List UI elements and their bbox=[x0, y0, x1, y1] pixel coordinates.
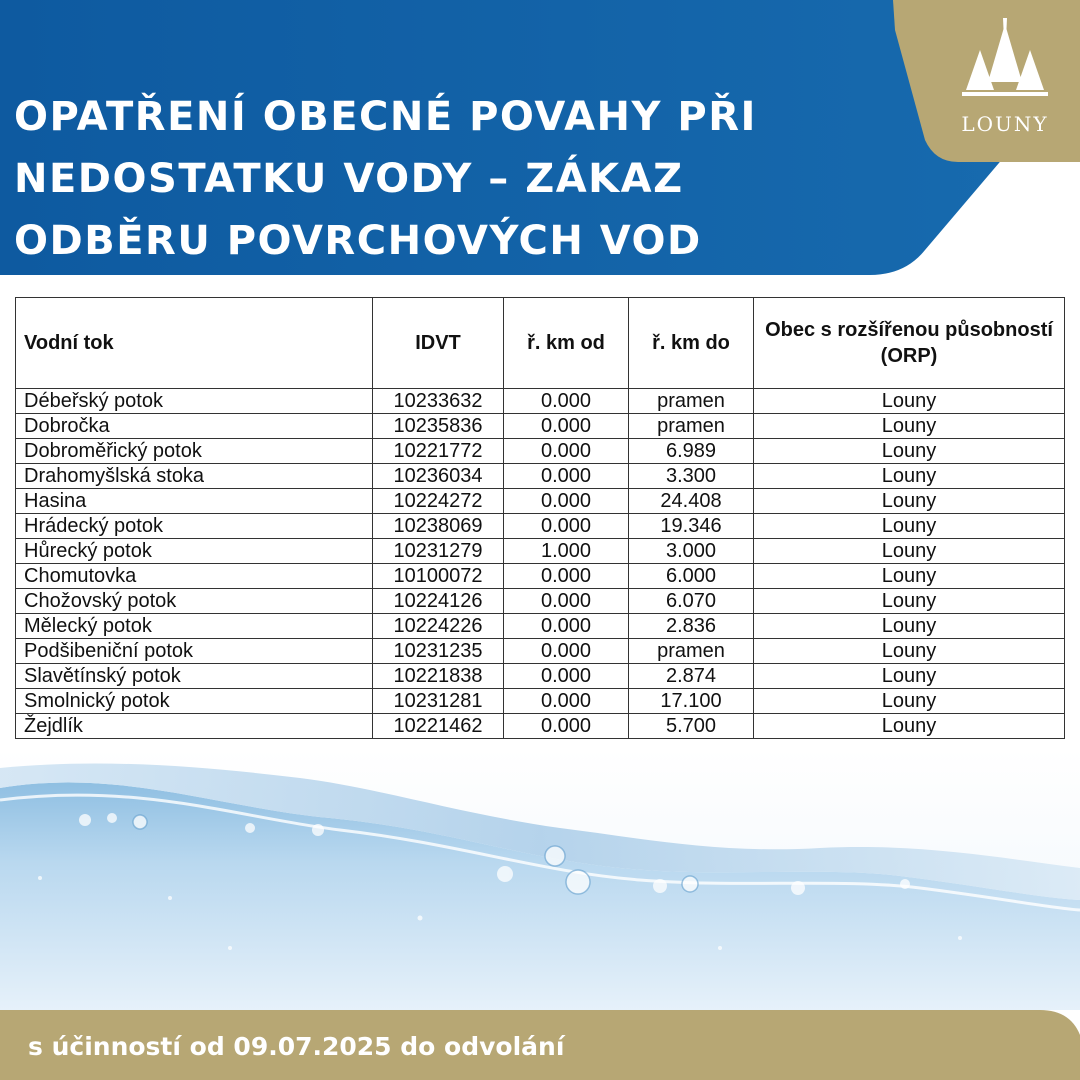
cell-km-do: 3.000 bbox=[629, 539, 754, 564]
cell-km-od: 0.000 bbox=[504, 689, 629, 714]
cell-km-od: 0.000 bbox=[504, 464, 629, 489]
cell-orp: Louny bbox=[754, 514, 1065, 539]
cell-km-do: pramen bbox=[629, 639, 754, 664]
table-row bbox=[16, 564, 1065, 589]
table-row bbox=[16, 389, 1065, 414]
table-row bbox=[16, 639, 1065, 664]
column-header-orp: Obec s rozšířenou působností (ORP) bbox=[754, 298, 1065, 389]
table-row bbox=[16, 414, 1065, 439]
cell-orp: Louny bbox=[754, 689, 1065, 714]
validity-notice: s účinností od 09.07.2025 do odvolání bbox=[28, 1032, 565, 1061]
cell-km-do: 5.700 bbox=[629, 714, 754, 739]
cell-idvt: 10231279 bbox=[373, 539, 504, 564]
cell-km-od: 0.000 bbox=[504, 389, 629, 414]
cell-km-od: 0.000 bbox=[504, 564, 629, 589]
cell-km-od: 0.000 bbox=[504, 714, 629, 739]
cell-km-do: 17.100 bbox=[629, 689, 754, 714]
cell-vodni-tok: Hůrecký potok bbox=[16, 539, 373, 564]
cell-idvt: 10236034 bbox=[373, 464, 504, 489]
cell-km-do: pramen bbox=[629, 389, 754, 414]
table-row bbox=[16, 589, 1065, 614]
table-row bbox=[16, 539, 1065, 564]
column-header-km-do: ř. km do bbox=[629, 298, 754, 389]
cell-km-do: 3.300 bbox=[629, 464, 754, 489]
table-row bbox=[16, 439, 1065, 464]
cell-idvt: 10238069 bbox=[373, 514, 504, 539]
cell-idvt: 10224272 bbox=[373, 489, 504, 514]
cell-idvt: 10224126 bbox=[373, 589, 504, 614]
cell-idvt: 10231281 bbox=[373, 689, 504, 714]
column-header-idvt: IDVT bbox=[373, 298, 504, 389]
cell-vodni-tok: Mělecký potok bbox=[16, 614, 373, 639]
logo-text: LOUNY bbox=[961, 112, 1049, 136]
cell-km-od: 0.000 bbox=[504, 514, 629, 539]
cell-idvt: 10235836 bbox=[373, 414, 504, 439]
cell-idvt: 10224226 bbox=[373, 614, 504, 639]
column-header-km-od: ř. km od bbox=[504, 298, 629, 389]
cell-orp: Louny bbox=[754, 489, 1065, 514]
cell-km-od: 0.000 bbox=[504, 664, 629, 689]
cell-orp: Louny bbox=[754, 714, 1065, 739]
cell-km-do: 2.836 bbox=[629, 614, 754, 639]
cell-vodni-tok: Débeřský potok bbox=[16, 389, 373, 414]
cell-orp: Louny bbox=[754, 639, 1065, 664]
cell-vodni-tok: Žejdlík bbox=[16, 714, 373, 739]
cell-km-od: 0.000 bbox=[504, 414, 629, 439]
cell-vodni-tok: Dobročka bbox=[16, 414, 373, 439]
louny-logo bbox=[940, 10, 1070, 140]
cell-km-do: 6.070 bbox=[629, 589, 754, 614]
cell-km-do: pramen bbox=[629, 414, 754, 439]
cell-orp: Louny bbox=[754, 439, 1065, 464]
cell-orp: Louny bbox=[754, 614, 1065, 639]
cell-vodni-tok: Dobroměřický potok bbox=[16, 439, 373, 464]
cell-orp: Louny bbox=[754, 464, 1065, 489]
cell-idvt: 10233632 bbox=[373, 389, 504, 414]
cell-idvt: 10221838 bbox=[373, 664, 504, 689]
cell-idvt: 10221772 bbox=[373, 439, 504, 464]
cell-km-do: 19.346 bbox=[629, 514, 754, 539]
cell-idvt: 10221462 bbox=[373, 714, 504, 739]
table-header-row bbox=[16, 298, 1065, 389]
cell-vodni-tok: Drahomyšlská stoka bbox=[16, 464, 373, 489]
cell-idvt: 10231235 bbox=[373, 639, 504, 664]
cell-vodni-tok: Hrádecký potok bbox=[16, 514, 373, 539]
cell-km-od: 0.000 bbox=[504, 489, 629, 514]
cell-orp: Louny bbox=[754, 564, 1065, 589]
cell-vodni-tok: Slavětínský potok bbox=[16, 664, 373, 689]
table-row bbox=[16, 489, 1065, 514]
cell-orp: Louny bbox=[754, 389, 1065, 414]
cell-orp: Louny bbox=[754, 414, 1065, 439]
water-courses-table bbox=[15, 297, 1065, 739]
column-header-vodni-tok: Vodní tok bbox=[16, 298, 373, 389]
cell-vodni-tok: Chomutovka bbox=[16, 564, 373, 589]
cell-km-od: 0.000 bbox=[504, 639, 629, 664]
cell-orp: Louny bbox=[754, 664, 1065, 689]
table-row bbox=[16, 714, 1065, 739]
church-spire-icon bbox=[940, 10, 1070, 110]
table-row bbox=[16, 664, 1065, 689]
cell-km-do: 2.874 bbox=[629, 664, 754, 689]
water-splash-image bbox=[0, 748, 1080, 1010]
cell-km-od: 0.000 bbox=[504, 439, 629, 464]
table-row bbox=[16, 514, 1065, 539]
cell-km-od: 1.000 bbox=[504, 539, 629, 564]
cell-vodni-tok: Podšibeniční potok bbox=[16, 639, 373, 664]
cell-km-do: 24.408 bbox=[629, 489, 754, 514]
table-row bbox=[16, 464, 1065, 489]
table-row bbox=[16, 689, 1065, 714]
table-row bbox=[16, 614, 1065, 639]
cell-km-do: 6.000 bbox=[629, 564, 754, 589]
cell-vodni-tok: Smolnický potok bbox=[16, 689, 373, 714]
cell-km-od: 0.000 bbox=[504, 614, 629, 639]
cell-vodni-tok: Chožovský potok bbox=[16, 589, 373, 614]
cell-orp: Louny bbox=[754, 589, 1065, 614]
cell-km-do: 6.989 bbox=[629, 439, 754, 464]
cell-vodni-tok: Hasina bbox=[16, 489, 373, 514]
cell-idvt: 10100072 bbox=[373, 564, 504, 589]
cell-km-od: 0.000 bbox=[504, 589, 629, 614]
cell-orp: Louny bbox=[754, 539, 1065, 564]
page-title: OPATŘENÍ OBECNÉ POVAHY PŘI NEDOSTATKU VODY – ZÁKAZ ODBĚRU POVRCHOVÝCH VOD bbox=[14, 94, 757, 264]
